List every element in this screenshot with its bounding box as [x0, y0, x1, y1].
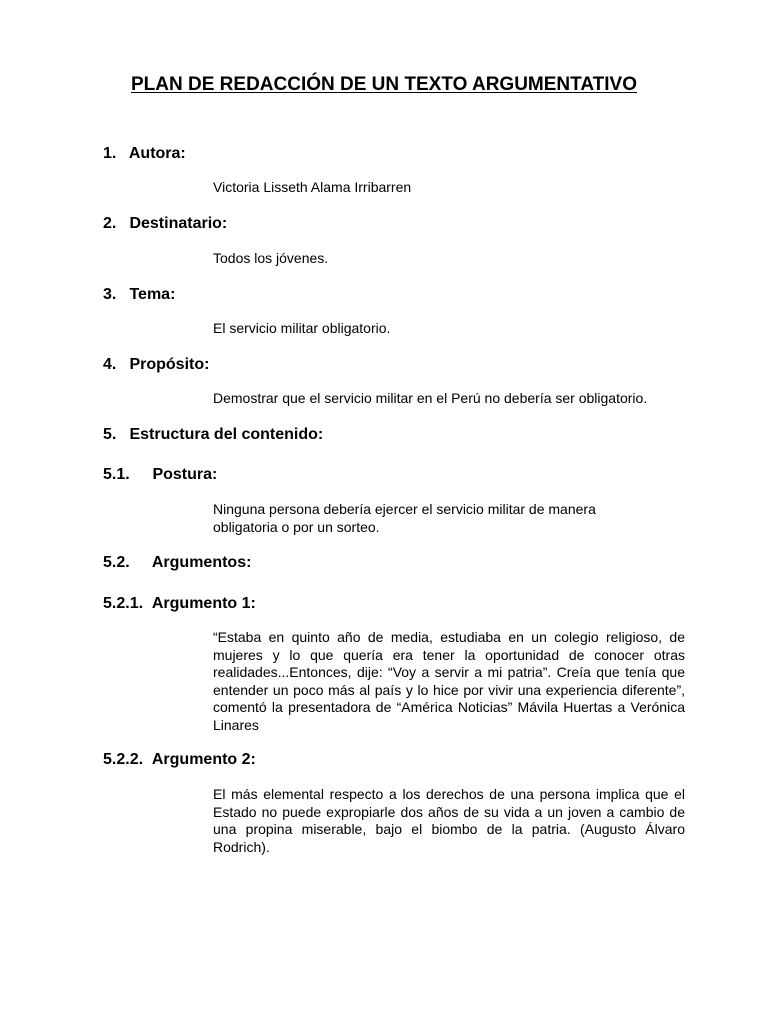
section-heading-argumentos	[103, 553, 251, 573]
section-label: Argumento 1:	[151, 595, 256, 612]
document-title-text: PLAN DE REDACCIÓN DE UN TEXTO ARGUMENTATIVO	[131, 74, 637, 95]
section-heading-argumento-2	[103, 750, 256, 770]
section-number: 2.	[103, 215, 117, 232]
section-label: Propósito:	[129, 356, 210, 373]
section-label: Autora:	[128, 145, 186, 162]
section-number: 5.2.	[103, 554, 130, 571]
section-label: Argumentos:	[151, 554, 252, 571]
section-label: Destinatario:	[129, 215, 228, 232]
document-title	[0, 73, 768, 97]
section-text-argumento-1: “Estaba en quinto año de media, estudiaba en un colegio religioso, de mujeres y lo que quería era tener la oportunidad de conocer otras realidades...Entonces, dije: “Voy a servir a mi patria”. Creía que tenía que entender un poco más al país y lo hice por vivir una experiencia diferente”, comentó la presentadora de “América Noticias” Mávila Huertas a Verónica Linares	[213, 629, 685, 733]
section-label: Argumento 2:	[151, 751, 256, 768]
section-label: Postura:	[152, 466, 218, 483]
section-number: 5.2.2.	[103, 751, 144, 768]
section-text-tema: El servicio militar obligatorio.	[213, 320, 391, 336]
section-text-postura: Ninguna persona debería ejercer el servicio militar de manera obligatoria o por un sorteo.	[213, 501, 596, 535]
section-text-autora: Victoria Lisseth Alama Irribarren	[213, 179, 412, 195]
section-number: 1.	[103, 145, 117, 162]
section-heading-estructura	[103, 425, 323, 445]
section-text-proposito: Demostrar que el servicio militar en el Perú no debería ser obligatorio.	[213, 390, 648, 406]
section-label: Estructura del contenido:	[129, 426, 324, 443]
section-number: 5.	[103, 426, 117, 443]
section-number: 5.1.	[103, 466, 130, 483]
section-number: 4.	[103, 356, 117, 373]
section-number: 5.2.1.	[103, 595, 144, 612]
section-heading-proposito	[103, 355, 209, 375]
section-heading-tema	[103, 285, 175, 305]
section-label: Tema:	[129, 286, 176, 303]
section-heading-autora	[103, 144, 186, 164]
section-text-destinatario: Todos los jóvenes.	[213, 250, 329, 266]
section-heading-destinatario	[103, 214, 227, 234]
section-heading-argumento-1	[103, 594, 256, 614]
section-heading-postura	[103, 465, 217, 485]
section-text-argumento-2: El más elemental respecto a los derechos de una persona implica que el Estado no puede expropiarle dos años de su vida a un joven a cambio de una propina miserable, bajo el biombo de la patria. (Augusto Álvaro Rodrich).	[213, 786, 685, 855]
section-number: 3.	[103, 286, 117, 303]
